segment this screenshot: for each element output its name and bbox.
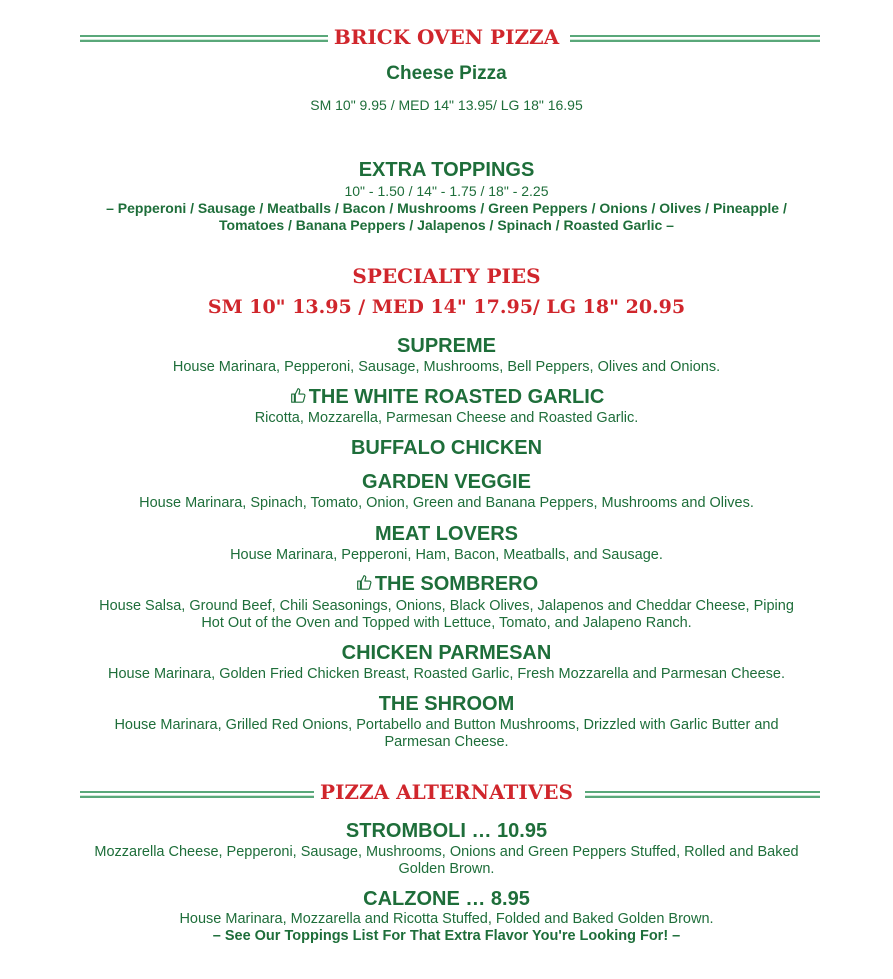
thumbs-up-icon [355,573,373,591]
pie-desc-shroom-line1: House Marinara, Grilled Red Onions, Portabello and Button Mushrooms, Drizzled with Garlic Butter and [114,717,779,733]
pie-desc-garden-veggie: House Marinara, Spinach, Tomato, Onion, Green and Banana Peppers, Mushrooms and Olives. [139,495,754,511]
toppings-prices: 10" - 1.50 / 14" - 1.75 / 18" - 2.25 [344,183,549,199]
pie-title-white-roasted-garlic [0,386,893,409]
toppings-list-line2: Tomatoes / Banana Peppers / Jalapenos / Spinach / Roasted Garlic – [219,217,674,233]
pie-desc-sombrero-line1: House Salsa, Ground Beef, Chili Seasonings, Onions, Black Olives, Jalapenos and Cheddar Cheese, Piping [99,598,794,614]
alt-desc-calzone-line1: House Marinara, Mozzarella and Ricotta Stuffed, Folded and Baked Golden Brown. [179,911,714,927]
toppings-list-line1: – Pepperoni / Sausage / Meatballs / Bacon / Mushrooms / Green Peppers / Onions / Olives / Pineapple / [106,200,787,216]
pie-title-sombrero [0,573,893,596]
pie-desc-meat-lovers: House Marinara, Pepperoni, Ham, Bacon, Meatballs, and Sausage. [230,547,663,563]
section-title-brick-oven: BRICK OVEN PIZZA [333,25,560,49]
section-title-specialty-pies: SPECIALTY PIES [352,264,541,288]
alt-title-calzone: CALZONE … 8.95 [363,888,530,910]
pie-title-buffalo-chicken: BUFFALO CHICKEN [350,437,543,459]
pie-title-shroom: THE SHROOM [378,693,515,715]
specialty-prices: SM 10" 13.95 / MED 14" 17.95/ LG 18" 20.95 [207,296,686,318]
thumbs-up-icon [289,386,307,404]
pie-desc-supreme: House Marinara, Pepperoni, Sausage, Mushrooms, Bell Peppers, Olives and Onions. [172,359,721,375]
pie-title-garden-veggie: GARDEN VEGGIE [362,471,531,493]
cheese-pizza-prices: SM 10" 9.95 / MED 14" 13.95/ LG 18" 16.95 [310,97,583,113]
section-title-pizza-alternatives: PIZZA ALTERNATIVES [320,780,573,804]
alt-desc-calzone-note: – See Our Toppings List For That Extra Flavor You're Looking For! – [212,928,681,944]
alt-desc-stromboli-line1: Mozzarella Cheese, Pepperoni, Sausage, Mushrooms, Onions and Green Peppers Stuffed, Rolled and Baked [94,844,799,860]
alt-title-stromboli: STROMBOLI … 10.95 [345,820,548,842]
section-title-extra-toppings: EXTRA TOPPINGS [358,159,535,181]
pie-title-label: THE SOMBRERO [374,573,539,595]
pie-title-supreme: SUPREME [397,335,496,357]
pie-desc-chicken-parmesan: House Marinara, Golden Fried Chicken Breast, Roasted Garlic, Fresh Mozzarella and Parmesan Cheese. [108,666,785,682]
pie-desc-shroom-line2: Parmesan Cheese. [384,734,509,750]
pie-title-meat-lovers: MEAT LOVERS [375,523,518,545]
pie-desc-white-roasted-garlic: Ricotta, Mozzarella, Parmesan Cheese and Roasted Garlic. [254,410,639,426]
alt-desc-stromboli-line2: Golden Brown. [398,861,495,877]
pie-desc-sombrero-line2: Hot Out of the Oven and Topped with Lettuce, Tomato, and Jalapeno Ranch. [201,615,692,631]
item-title-cheese-pizza: Cheese Pizza [386,63,507,84]
pie-title-label: THE WHITE ROASTED GARLIC [308,386,605,408]
pie-title-chicken-parmesan: CHICKEN PARMESAN [341,642,552,664]
